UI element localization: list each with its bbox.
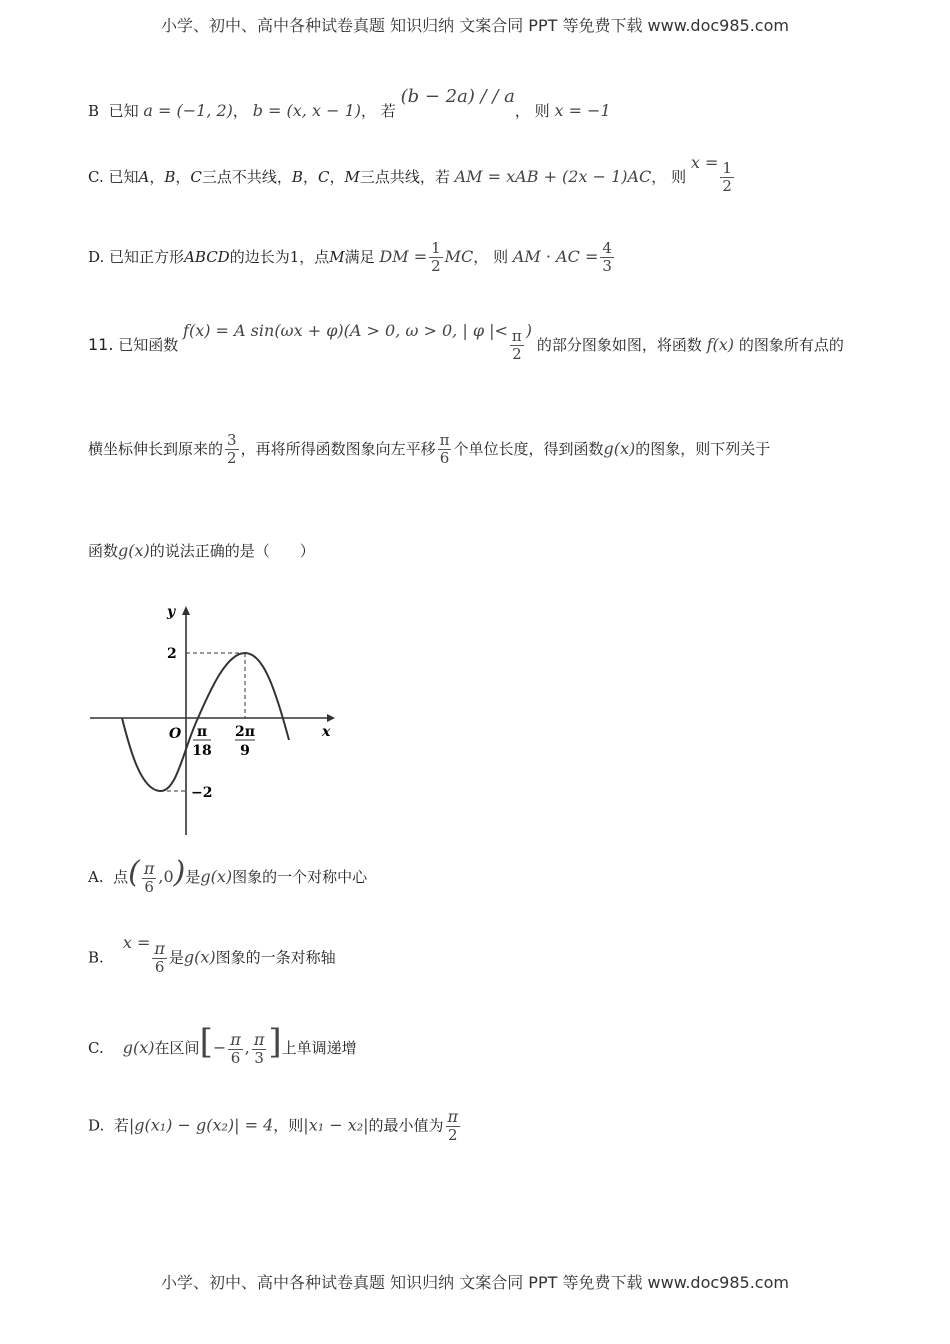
- num: π: [253, 1029, 265, 1049]
- x-label: x: [322, 724, 331, 740]
- math-g: g(x): [183, 947, 216, 967]
- math-x: x =: [690, 152, 719, 172]
- text: 的边长为1，点: [229, 247, 330, 266]
- q11-line-3: [88, 540, 315, 561]
- option-label: B.: [88, 948, 104, 967]
- page-footer: 小学、初中、高中各种试卷真题 知识归纳 文案合同 PPT 等免费下载 www.doc985.com: [161, 1273, 789, 1292]
- text: 则: [534, 102, 550, 120]
- math-result: x = −1: [554, 101, 611, 120]
- text: 点: [113, 868, 129, 886]
- text: 满足: [344, 247, 375, 266]
- bracket-close: ]: [268, 1022, 282, 1062]
- pt: C: [190, 167, 202, 186]
- tick2-num: 2π: [235, 724, 255, 740]
- text: 已知函数: [118, 335, 179, 354]
- option-label: C.: [88, 167, 104, 186]
- option-d: [88, 1108, 462, 1145]
- math-fx: f(x) = A sin(ωx + φ)(A > 0, ω > 0, | φ |<: [183, 320, 508, 340]
- text: 个单位长度，得到函数: [453, 439, 604, 458]
- minus: −: [212, 1038, 227, 1057]
- den: 2: [431, 257, 441, 276]
- den: 6: [154, 958, 165, 977]
- function-graph: [85, 600, 355, 840]
- text: 上单调递增: [281, 1039, 357, 1057]
- pt: M: [329, 247, 345, 266]
- text: ，则: [273, 1116, 304, 1135]
- option-label: D.: [88, 1116, 105, 1135]
- fraction: [438, 432, 452, 468]
- x-arrow: [327, 714, 335, 722]
- den: 6: [144, 878, 154, 897]
- fraction: [152, 940, 167, 977]
- den: 2: [512, 345, 522, 364]
- math-f: f(x): [706, 334, 735, 354]
- tick1-num: π: [196, 724, 208, 740]
- square: ABCD: [184, 247, 230, 266]
- option-label: C.: [88, 1039, 104, 1057]
- num: π: [439, 431, 450, 449]
- num: 1: [431, 239, 441, 257]
- math-g: g(x): [200, 867, 233, 886]
- den: 3: [602, 257, 612, 276]
- paren-close: ): [173, 855, 186, 890]
- text: 已知正方形: [109, 247, 185, 266]
- tick1-den: 18: [192, 743, 212, 759]
- num: 1: [722, 159, 732, 177]
- fraction: [225, 432, 239, 468]
- den: 2: [722, 177, 732, 196]
- y-max-label: 2: [167, 646, 177, 662]
- math-close: ): [525, 320, 533, 340]
- pt: A: [138, 167, 150, 186]
- text: 三点共线，若: [359, 167, 450, 186]
- text: 若: [380, 102, 396, 120]
- den: 3: [254, 1049, 264, 1068]
- fraction: [720, 160, 734, 196]
- fraction: [228, 1031, 243, 1068]
- math-b: b = (x, x − 1): [252, 101, 361, 120]
- pt: B: [291, 167, 303, 186]
- den: 6: [230, 1049, 241, 1068]
- question-number: 11.: [88, 334, 114, 354]
- pt: C: [317, 167, 330, 186]
- text: 的图象所有点的: [738, 335, 844, 354]
- text: 的说法正确的是（ ）: [149, 542, 315, 560]
- fraction: [252, 1031, 267, 1068]
- bracket-open: [: [199, 1022, 213, 1062]
- q10-option-b: B 已知 a = (−1, 2)， b = (x, x − 1)， 若 (b − 2a) / / a， 则 x = −1: [88, 86, 611, 120]
- sine-curve: [122, 653, 289, 791]
- fraction: [142, 860, 157, 897]
- text: 则: [493, 247, 509, 266]
- fraction: [429, 240, 443, 276]
- option-a: [88, 855, 367, 896]
- math-cond: (b − 2a) / / a: [400, 86, 515, 107]
- q11-line-1: [88, 320, 844, 364]
- num: π: [154, 939, 165, 958]
- text: 则: [671, 167, 687, 186]
- math-eq: AM = xAB + (2x − 1)AC: [454, 166, 652, 186]
- math-a: a = (−1, 2): [143, 101, 233, 120]
- text: 是: [185, 868, 201, 886]
- q10-option-d: D. 已知正方形ABCD的边长为1，点M满足 DM = $\frac{1}{2}$ MC， 则 AM · AC = $\frac{4}{3}$: [88, 239, 612, 276]
- origin-label: O: [169, 726, 182, 742]
- fraction: [600, 240, 614, 276]
- math-dot: AM · AC =: [512, 246, 599, 266]
- zero: ,0: [158, 867, 174, 886]
- math-g: g(x): [118, 541, 150, 560]
- text: 的图象，则下列关于: [635, 439, 771, 458]
- text: 的部分图象如图，将函数: [536, 335, 702, 354]
- num: π: [511, 327, 522, 345]
- den: 6: [439, 449, 450, 468]
- math-mc: MC: [444, 246, 474, 266]
- math-abs2: |x₁ − x₂|: [303, 1115, 369, 1135]
- option-b: [88, 933, 336, 977]
- y-arrow: [182, 606, 190, 615]
- den: 2: [448, 1126, 458, 1145]
- math-g: g(x): [603, 438, 636, 458]
- text: 的最小值为: [368, 1116, 444, 1135]
- comma: ,: [244, 1038, 250, 1057]
- y-min-label: −2: [191, 785, 213, 801]
- q11-line-2: [88, 432, 770, 468]
- option-label: A.: [88, 868, 104, 886]
- num: π: [447, 1107, 459, 1126]
- fraction: [446, 1108, 461, 1145]
- num: 3: [227, 431, 237, 449]
- text: 已知: [108, 167, 139, 186]
- paren-open: (: [128, 855, 140, 890]
- option-c: [88, 1022, 357, 1067]
- option-label: D.: [88, 247, 105, 266]
- option-label: B: [88, 102, 100, 120]
- y-label: y: [167, 604, 176, 620]
- math-dm: DM =: [379, 246, 428, 266]
- num: π: [143, 858, 155, 878]
- den: 2: [227, 449, 237, 468]
- math-abs: |g(x₁) − g(x₂)| = 4: [128, 1115, 274, 1135]
- text: 在区间: [154, 1039, 200, 1057]
- text: 函数: [88, 542, 119, 560]
- text: 图象的一个对称中心: [232, 868, 368, 886]
- tick2-den: 9: [240, 743, 250, 759]
- fraction: [510, 328, 524, 364]
- page-header: 小学、初中、高中各种试卷真题 知识归纳 文案合同 PPT 等免费下载 www.doc985.com: [161, 16, 789, 35]
- text: 若: [113, 1116, 129, 1135]
- num: 4: [602, 239, 612, 257]
- text: ，再将所得函数图象向左平移: [240, 439, 436, 458]
- text: 图象的一条对称轴: [215, 948, 336, 967]
- pt: M: [344, 167, 360, 186]
- text: 横坐标伸长到原来的: [88, 439, 224, 458]
- math-g: g(x): [122, 1038, 155, 1057]
- text: 三点不共线，: [201, 167, 292, 186]
- pt: B: [164, 167, 176, 186]
- math-x: x =: [122, 933, 151, 953]
- text: 是: [168, 948, 184, 967]
- q10-option-c: C. 已知A，B，C三点不共线，B，C，M三点共线，若 AM = xAB + (2x − 1)AC， 则 x = $\frac{1}{2}$: [88, 152, 732, 196]
- num: π: [230, 1029, 241, 1049]
- text: 已知: [108, 102, 139, 120]
